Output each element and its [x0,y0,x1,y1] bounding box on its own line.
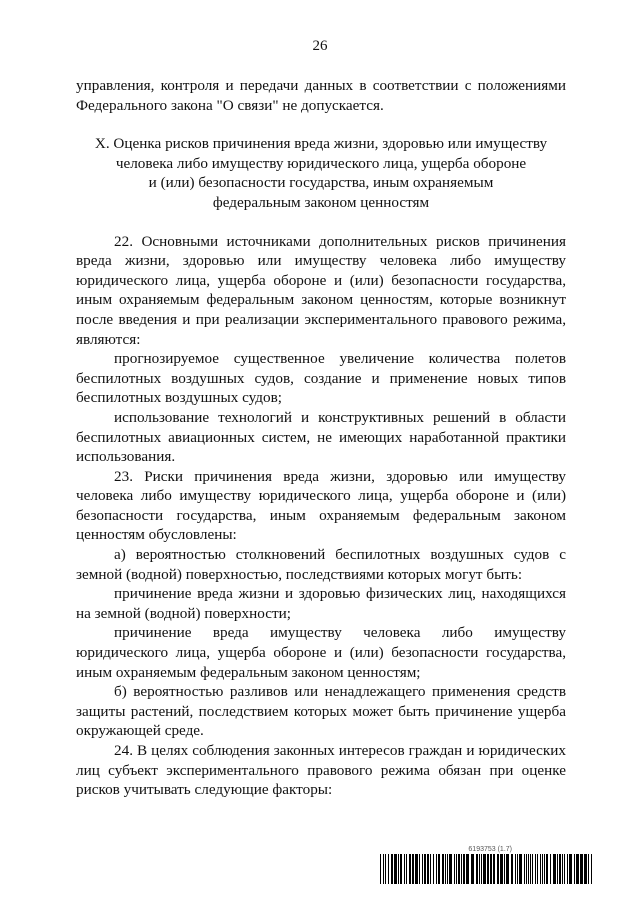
document-body [76,76,566,800]
list-item: прогнозируемое существенное увеличение количества полетов беспилотных воздушных судов, создание и применение новых типов беспилотных воздушных судов; [76,350,566,407]
paragraph-24: 24. В целях соблюдения законных интересов граждан и юридических лиц субъект экспериментального правового режима обязан при оценке рисков учитывать следующие факторы: [76,742,566,799]
document-number: 6193753 (1.7) [468,846,512,853]
list-item: причинение вреда жизни и здоровью физических лиц, находящихся на земной (водной) поверхности; [76,585,566,622]
barcode [380,854,592,884]
section-heading-line: X. Оценка рисков причинения вреда жизни, здоровью или имуществу [94,135,548,153]
list-item: причинение вреда имуществу человека либо имуществу юридического лица, ущерба обороне и (или) безопасности государства, иным охраняемым федеральным законом ценностям; [76,624,566,681]
list-item: б) вероятностью разливов или ненадлежащего применения средств защиты растений, последствием которых может быть причинение ущерба окружающей среде. [76,683,566,740]
paragraph-22: 22. Основными источниками дополнительных рисков причинения вреда жизни, здоровью или имуществу человека либо имуществу юридического лица, ущерба обороне и (или) безопасности государства, иным охраняемым федеральным законом ценностям, которые возникнут после введения и при реализации экспериментального правового режима, являются: [76,232,566,348]
intro-paragraph: управления, контроля и передачи данных в соответствии с положениями Федерального закона "О связи" не допускается. [76,77,566,114]
paragraph-23: 23. Риски причинения вреда жизни, здоровью или имуществу человека либо имуществу юридического лица, ущерба обороне и (или) безопасности государства, иным охраняемым федеральным законом ценностям обусловлены: [76,467,566,544]
section-heading-line: человека либо имуществу юридического лица, ущерба обороне [115,154,527,172]
page-number: 26 [312,38,328,54]
document-footer [380,846,592,886]
section-heading-line: федеральным законом ценностям [212,193,430,211]
list-item: а) вероятностью столкновений беспилотных воздушных судов с земной (водной) поверхностью, последствиями которых могут быть: [76,546,566,583]
list-item: использование технологий и конструктивных решений в области беспилотных авиационных систем, не имеющих наработанной практики использования. [76,408,566,466]
section-heading-line: и (или) безопасности государства, иным охраняемым [148,174,494,192]
section-heading [76,134,566,212]
